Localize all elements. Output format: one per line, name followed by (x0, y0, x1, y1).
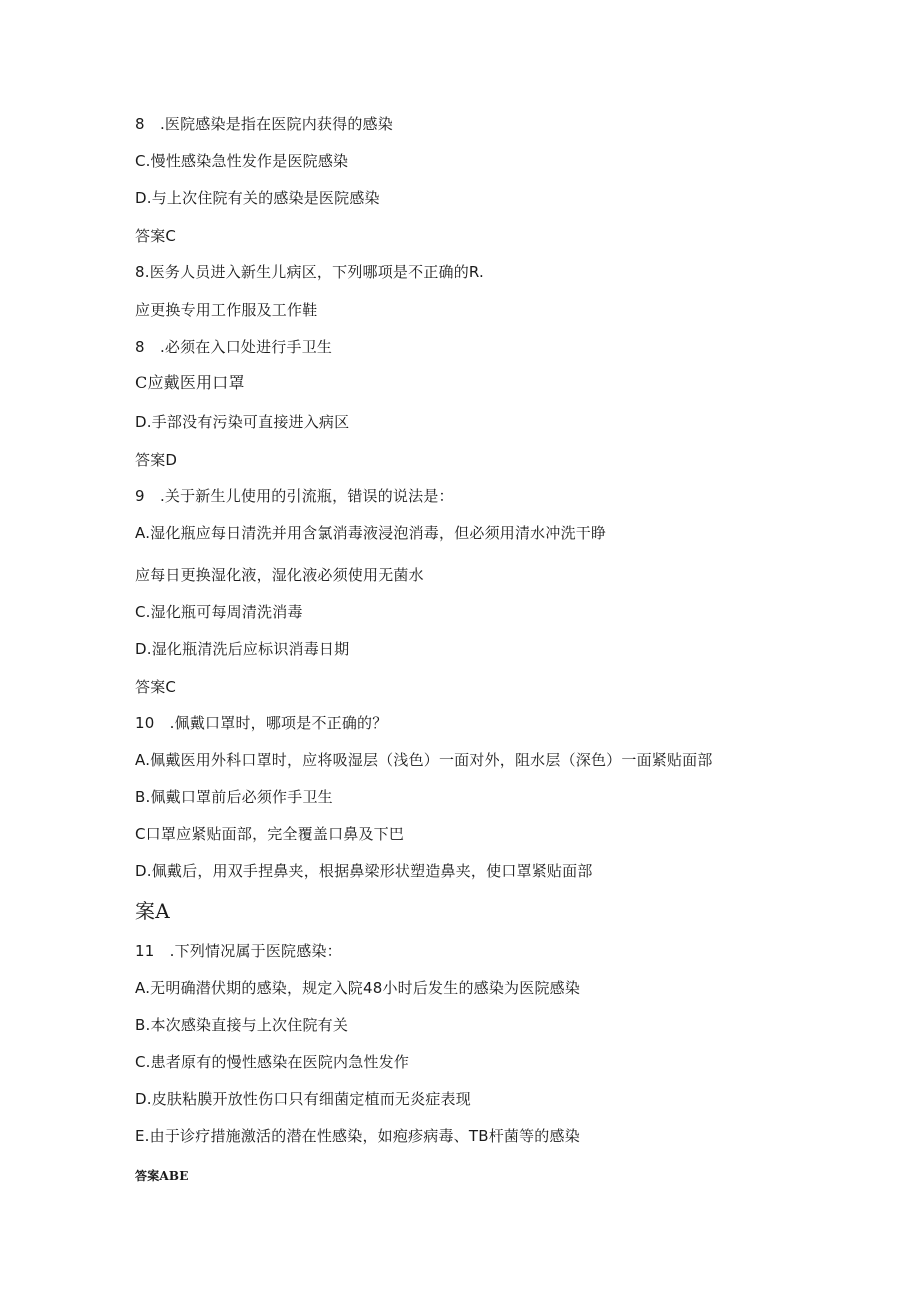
option-c: C.湿化瓶可每周清洗消毒 (135, 603, 303, 621)
option-b: 8 .必须在入口处进行手卫生 (135, 338, 333, 356)
option-a: A.湿化瓶应每日清洗并用含氯消毒液浸泡消毒，但必须用清水冲洗干睁 (135, 524, 607, 542)
answer: 答案ABE (135, 1169, 189, 1183)
answer: 答案C (135, 227, 177, 245)
question-8a-statement: 8 .医院感染是指在医院内获得的感染 (135, 115, 393, 133)
option-d: D.佩戴后，用双手捏鼻夹，根据鼻梁形状塑造鼻夹，使口罩紧贴面部 (135, 862, 593, 880)
option-a: 应更换专用工作服及工作鞋 (135, 301, 318, 319)
option-c: C.慢性感染急性发作是医院感染 (135, 152, 349, 170)
option-d: D.与上次住院有关的感染是医院感染 (135, 189, 380, 207)
question-11: 11 .下列情况属于医院感染： (135, 942, 342, 960)
option-d: D.手部没有污染可直接进入病区 (135, 413, 350, 431)
option-b: 应每日更换湿化液，湿化液必须使用无菌水 (135, 566, 424, 584)
answer: 答案C (135, 678, 177, 696)
question-9: 9 .关于新生儿使用的引流瓶，错误的说法是： (135, 487, 454, 505)
option-d: D.皮肤粘膜开放性伤口只有细菌定植而无炎症表现 (135, 1090, 471, 1108)
option-c: C.患者原有的慢性感染在医院内急性发作 (135, 1053, 410, 1071)
option-a: A.佩戴医用外科口罩时，应将吸湿层（浅色）一面对外，阻水层（深色）一面紧贴面部 (135, 751, 713, 769)
answer: 案A (135, 899, 170, 923)
option-e: E.由于诊疗措施激活的潜在性感染，如疱疹病毒、TB杆菌等的感染 (135, 1127, 580, 1145)
question-8: 8.医务人员进入新生儿病区，下列哪项是不正确的R. (135, 263, 484, 281)
option-c: C口罩应紧贴面部，完全覆盖口鼻及下巴 (135, 825, 405, 843)
answer: 答案D (135, 451, 178, 469)
option-d: D.湿化瓶清洗后应标识消毒日期 (135, 640, 350, 658)
option-b: B.佩戴口罩前后必须作手卫生 (135, 788, 333, 806)
option-c: C应戴医用口罩 (135, 373, 245, 392)
question-10: 10 .佩戴口罩时，哪项是不正确的？ (135, 714, 388, 732)
option-b: B.本次感染直接与上次住院有关 (135, 1016, 349, 1034)
option-a: A.无明确潜伏期的感染，规定入院48小时后发生的感染为医院感染 (135, 979, 581, 997)
